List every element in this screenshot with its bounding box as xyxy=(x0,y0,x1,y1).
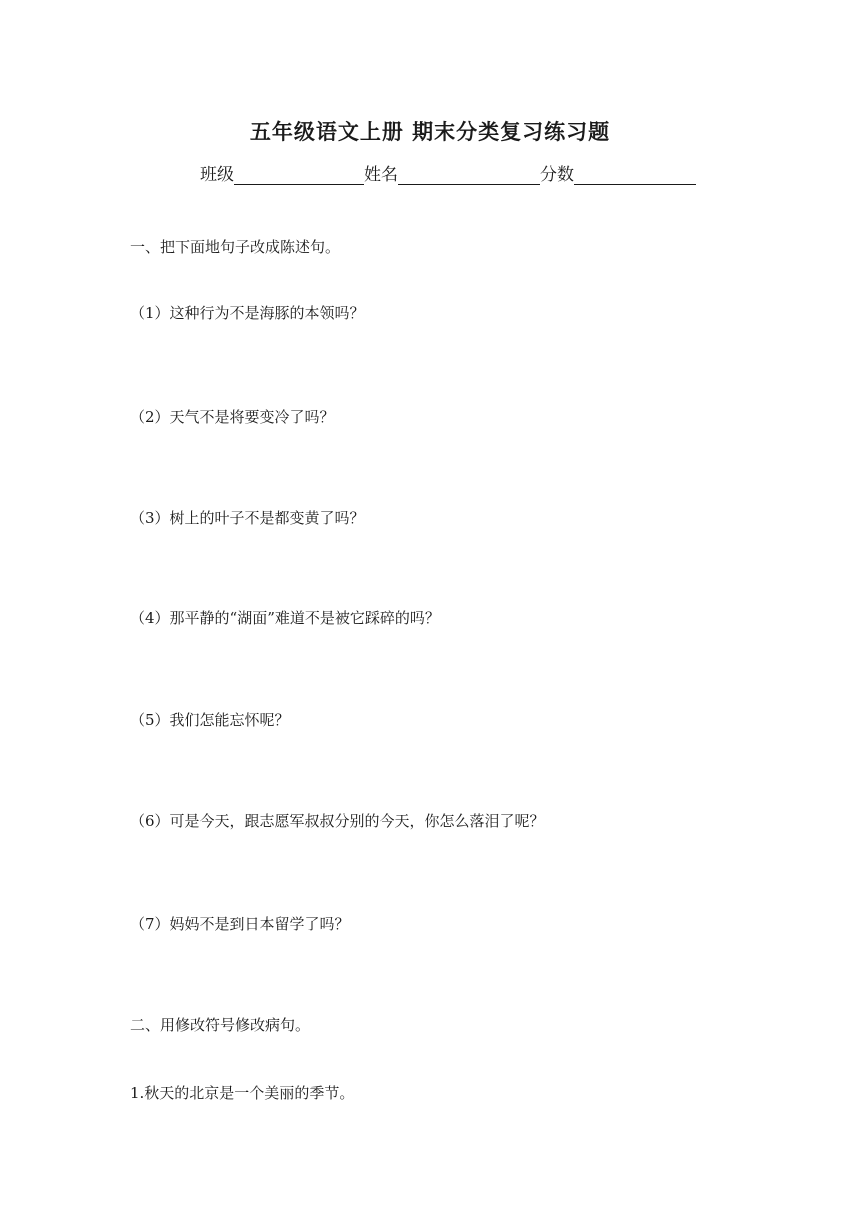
class-blank[interactable] xyxy=(234,164,364,185)
question-1-6: （6）可是今天，跟志愿军叔叔分别的今天，你怎么落泪了呢？ xyxy=(130,812,545,830)
name-label: 姓名 xyxy=(364,165,398,185)
student-info-line xyxy=(200,160,696,185)
question-2-1: 1.秋天的北京是一个美丽的季节。 xyxy=(130,1084,355,1102)
question-1-5: （5）我们怎能忘怀呢？ xyxy=(130,711,290,729)
question-1-1: （1）这种行为不是海豚的本领吗？ xyxy=(130,304,365,322)
section-2-heading: 二、用修改符号修改病句。 xyxy=(130,1016,311,1034)
question-1-7: （7）妈妈不是到日本留学了吗？ xyxy=(130,915,350,933)
class-label: 班级 xyxy=(200,165,234,185)
name-blank[interactable] xyxy=(398,164,540,185)
worksheet-title: 五年级语文上册 期末分类复习练习题 xyxy=(249,119,611,144)
section-1-heading: 一、把下面地句子改成陈述句。 xyxy=(130,238,341,256)
score-blank[interactable] xyxy=(574,164,696,185)
question-1-2: （2）天气不是将要变冷了吗？ xyxy=(130,408,335,426)
score-label: 分数 xyxy=(540,165,574,185)
question-1-4: （4）那平静的“湖面”难道不是被它踩碎的吗？ xyxy=(130,609,440,627)
question-1-3: （3）树上的叶子不是都变黄了吗？ xyxy=(130,509,365,527)
